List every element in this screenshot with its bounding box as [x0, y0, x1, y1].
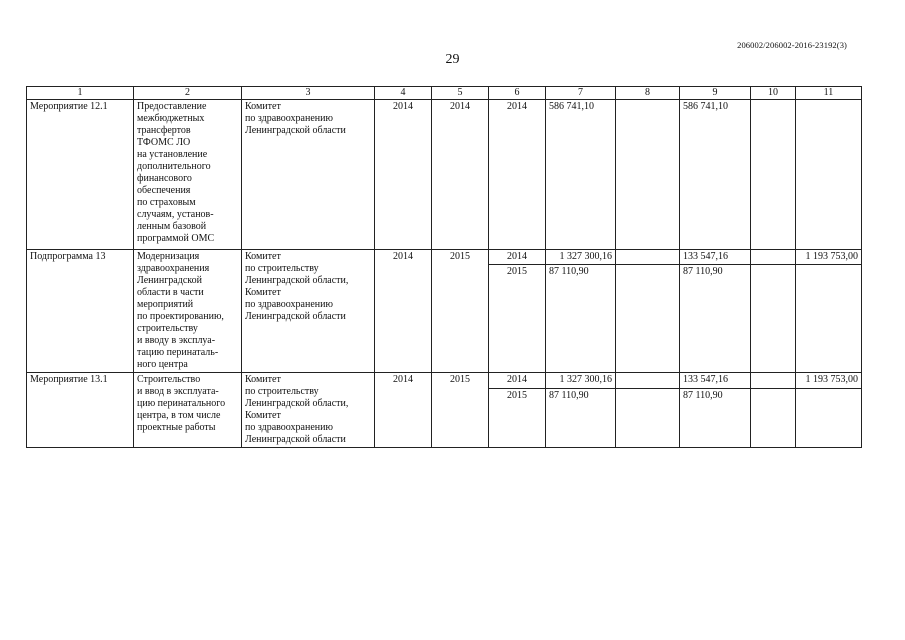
federal-amount [616, 250, 680, 265]
column-header: 7 [546, 87, 616, 100]
funding-year: 2014 [489, 100, 546, 250]
column-header: 10 [751, 87, 796, 100]
item-code: Мероприятие 12.1 [27, 100, 134, 250]
column-header: 3 [242, 87, 375, 100]
column-header: 11 [796, 87, 862, 100]
item-description: Модернизация здравоохранения Ленинградской области в части мероприятий по проектированию, строительству и вводу в эксплуа- тацию перинаталь- ного центра [134, 250, 242, 373]
column-header: 2 [134, 87, 242, 100]
municipal-amount [751, 373, 796, 389]
total-amount: 87 110,90 [546, 388, 616, 447]
item-code: Подпрограмма 13 [27, 250, 134, 373]
funding-year: 2014 [489, 373, 546, 389]
funding-year: 2014 [489, 250, 546, 265]
funding-year: 2015 [489, 265, 546, 373]
column-header: 6 [489, 87, 546, 100]
table-row [27, 250, 862, 265]
item-code: Мероприятие 13.1 [27, 373, 134, 448]
budget-table [26, 86, 862, 448]
federal-amount [616, 100, 680, 250]
total-amount: 586 741,10 [546, 100, 616, 250]
end-year: 2015 [432, 373, 489, 448]
total-amount: 1 327 300,16 [546, 250, 616, 265]
other-sources-amount: 1 193 753,00 [796, 373, 862, 389]
column-header: 4 [375, 87, 432, 100]
other-sources-amount [796, 388, 862, 447]
item-description: Строительство и ввод в эксплуата- цию перинатального центра, в том числе проектные работы [134, 373, 242, 448]
start-year: 2014 [375, 100, 432, 250]
table-row [27, 100, 862, 250]
column-header: 5 [432, 87, 489, 100]
municipal-amount [751, 100, 796, 250]
column-header: 9 [680, 87, 751, 100]
table-row [27, 373, 862, 389]
regional-amount: 133 547,16 [680, 373, 751, 389]
federal-amount [616, 265, 680, 373]
total-amount: 87 110,90 [546, 265, 616, 373]
other-sources-amount: 1 193 753,00 [796, 250, 862, 265]
municipal-amount [751, 250, 796, 265]
column-header: 1 [27, 87, 134, 100]
end-year: 2015 [432, 250, 489, 373]
federal-amount [616, 373, 680, 389]
regional-amount: 87 110,90 [680, 388, 751, 447]
table-header-row [27, 87, 862, 100]
total-amount: 1 327 300,16 [546, 373, 616, 389]
federal-amount [616, 388, 680, 447]
other-sources-amount [796, 100, 862, 250]
funding-year: 2015 [489, 388, 546, 447]
responsible-executor: Комитет по строительству Ленинградской области, Комитет по здравоохранению Ленинградской области [242, 250, 375, 373]
responsible-executor: Комитет по строительству Ленинградской области, Комитет по здравоохранению Ленинградской области [242, 373, 375, 448]
start-year: 2014 [375, 373, 432, 448]
regional-amount: 87 110,90 [680, 265, 751, 373]
municipal-amount [751, 265, 796, 373]
document-id: 206002/206002-2016-23192(3) [737, 40, 847, 50]
start-year: 2014 [375, 250, 432, 373]
other-sources-amount [796, 265, 862, 373]
item-description: Предоставление межбюджетных трансфертов ТФОМС ЛО на установление дополнительного финансового обеспечения по страховым случаям, установ- ленным базовой программой ОМС [134, 100, 242, 250]
regional-amount: 586 741,10 [680, 100, 751, 250]
responsible-executor: Комитет по здравоохранению Ленинградской области [242, 100, 375, 250]
municipal-amount [751, 388, 796, 447]
page-number: 29 [445, 52, 460, 67]
end-year: 2014 [432, 100, 489, 250]
regional-amount: 133 547,16 [680, 250, 751, 265]
column-header: 8 [616, 87, 680, 100]
